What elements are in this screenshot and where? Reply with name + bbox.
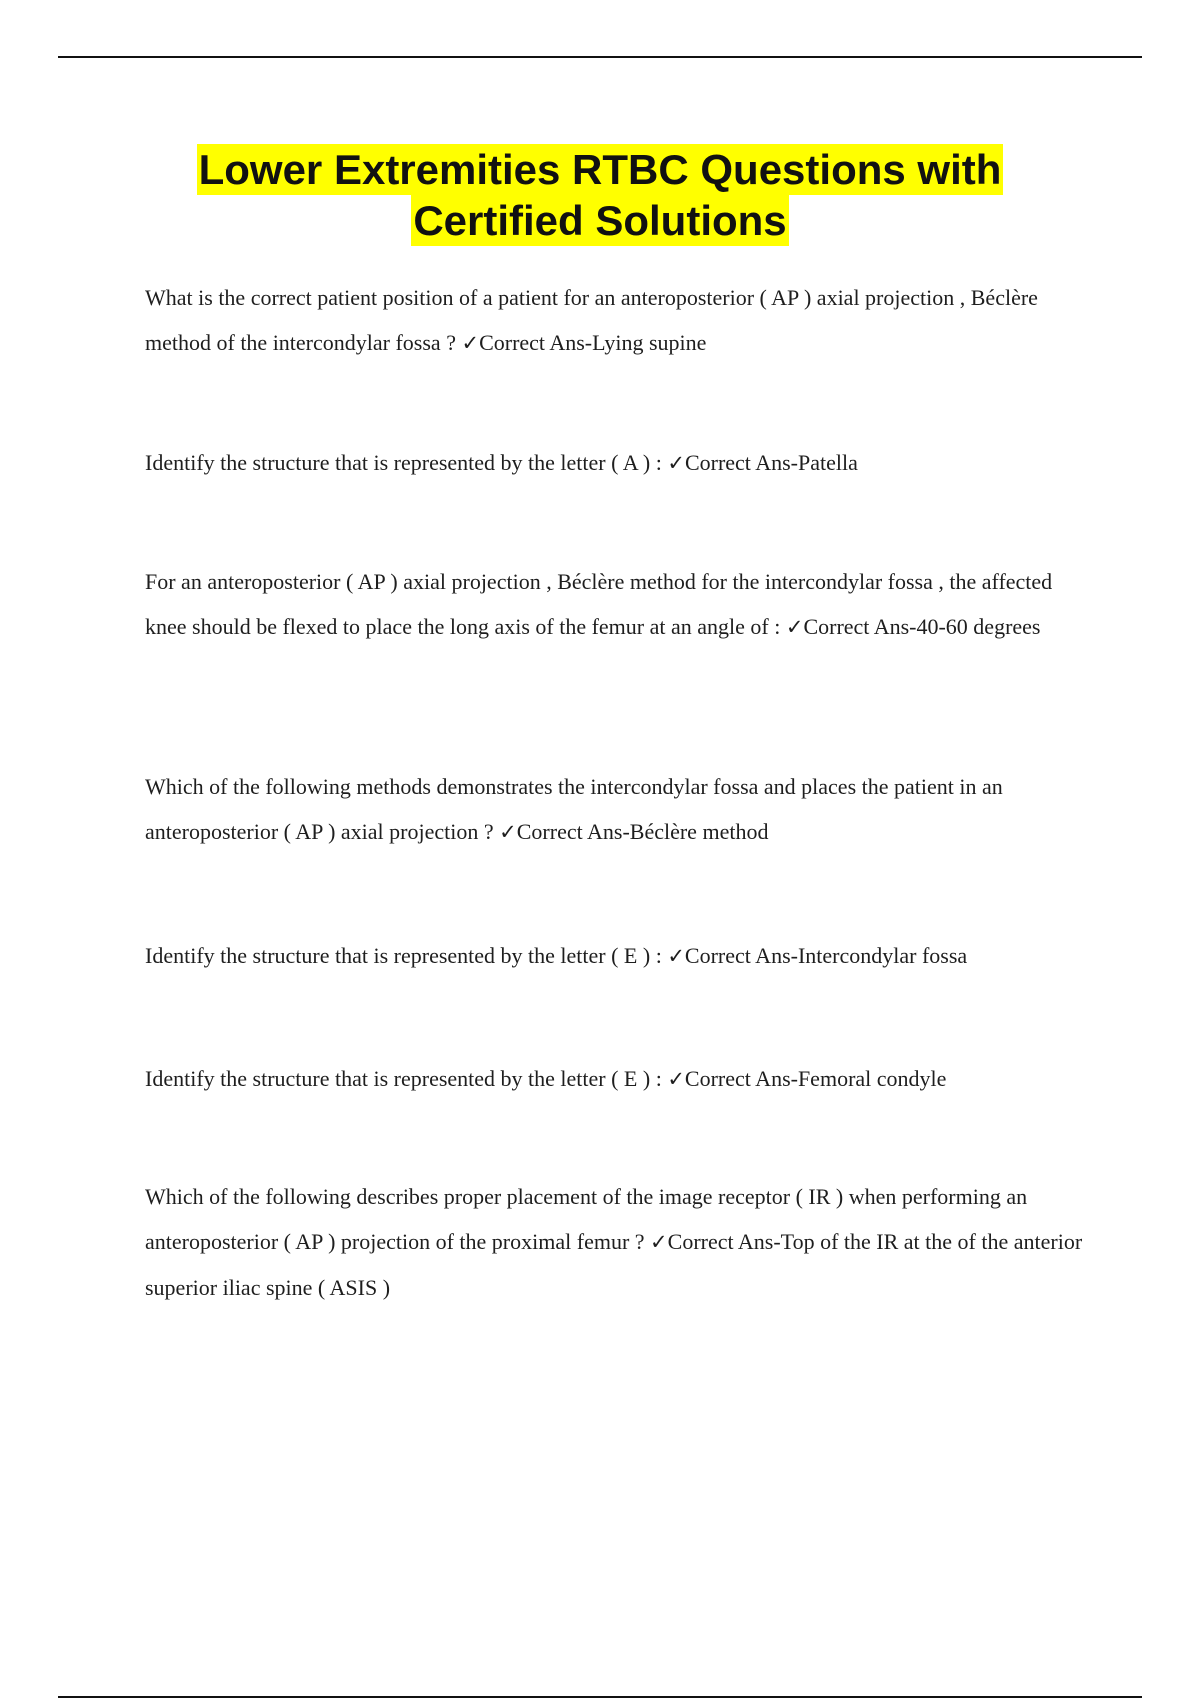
checkmark-icon: ✓ xyxy=(785,615,804,639)
qa-item-7 xyxy=(145,1174,1095,1310)
question-text: For an anteroposterior ( AP ) axial projection , Béclère method for the intercondylar fossa , the affected knee should be flexed to place the long axis of the femur at an angle of : xyxy=(145,569,1053,639)
answer-text: Correct Ans-Femoral condyle xyxy=(684,1066,947,1091)
question-text: Which of the following methods demonstrates the intercondylar fossa and places the patient in an anteroposterior ( AP ) axial projection ? xyxy=(145,774,1003,844)
qa-item-5 xyxy=(145,933,1095,979)
answer-text: Correct Ans-Top of the IR at the of the anterior superior iliac spine ( ASIS ) xyxy=(145,1229,1083,1300)
qa-item-1 xyxy=(145,275,1095,366)
question-text: Identify the structure that is represented by the letter ( A ) : xyxy=(145,450,662,475)
question-text: Identify the structure that is represented by the letter ( E ) : xyxy=(145,1066,662,1091)
top-rule xyxy=(58,56,1142,58)
answer-text: Correct Ans-Patella xyxy=(684,450,858,475)
title-line-2: Certified Solutions xyxy=(413,197,787,244)
qa-item-4 xyxy=(145,764,1095,855)
answer-text: Correct Ans-Intercondylar fossa xyxy=(684,943,968,968)
checkmark-icon: ✓ xyxy=(667,451,685,475)
answer-text: Correct Ans-Béclère method xyxy=(516,819,769,844)
checkmark-icon: ✓ xyxy=(667,944,685,968)
checkmark-icon: ✓ xyxy=(461,331,480,355)
question-text: What is the correct patient position of a patient for an anteroposterior ( AP ) axial projection , Béclère method of the intercondylar fossa ? xyxy=(145,285,1038,355)
checkmark-icon: ✓ xyxy=(499,820,517,844)
title-line-1: Lower Extremities RTBC Questions with xyxy=(198,146,1002,193)
checkmark-icon: ✓ xyxy=(650,1230,668,1254)
qa-item-6 xyxy=(145,1056,1095,1102)
qa-item-2 xyxy=(145,440,1095,486)
document-title xyxy=(0,144,1200,246)
bottom-rule xyxy=(58,1696,1142,1698)
answer-text: Correct Ans-Lying supine xyxy=(479,330,707,355)
question-text: Which of the following describes proper placement of the image receptor ( IR ) when performing an anteroposterior ( AP ) projection of the proximal femur ? xyxy=(145,1184,1028,1254)
checkmark-icon: ✓ xyxy=(667,1067,685,1091)
answer-text: Correct Ans-40-60 degrees xyxy=(803,614,1041,639)
question-text: Identify the structure that is represented by the letter ( E ) : xyxy=(145,943,662,968)
qa-item-3 xyxy=(145,559,1095,650)
